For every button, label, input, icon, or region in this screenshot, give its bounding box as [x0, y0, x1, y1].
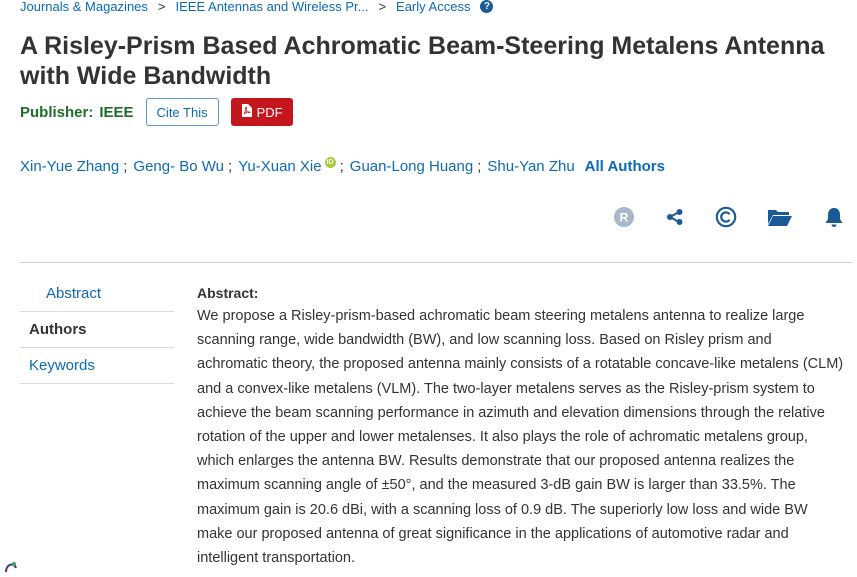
cite-this-button[interactable]: Cite This — [146, 98, 219, 126]
copyright-icon[interactable] — [715, 204, 737, 230]
author-link[interactable]: Yu-Xuan Xie — [238, 157, 322, 175]
orcid-icon[interactable]: iD — [326, 158, 334, 166]
breadcrumb-separator: > — [378, 0, 387, 14]
author-link[interactable]: Geng- Bo Wu — [133, 157, 225, 175]
section-divider — [20, 262, 852, 263]
rights-icon[interactable] — [613, 204, 635, 230]
breadcrumb — [20, 0, 493, 16]
article-actions — [610, 204, 850, 230]
question-circle-icon[interactable]: ? — [480, 0, 493, 13]
article-sections-nav — [20, 276, 174, 384]
pdf-file-icon — [241, 104, 252, 120]
author-link[interactable]: Guan-Long Huang — [349, 157, 474, 175]
corner-widget-icon[interactable] — [0, 556, 30, 572]
breadcrumb-journal[interactable]: IEEE Antennas and Wireless Pr... — [175, 0, 369, 14]
abstract-text: We propose a Risley-prism-based achromatic beam steering metalens antenna to realize large scanning range, wide bandwidth (BW), and low scanning loss. Based on Risley prism and achromatic theory, the proposed antenna mainly consists of a rotatable concave-like metalens (CLM) and a convex-like metalens (VLM). The two-layer metalens serves as the Risley-prism system to achieve the beam scanning performance in azimuth and elevation dimensions through the relative rotation of the upper and lower metalenses. It also plays the role of achromatic metalens group, which enlarges the antenna BW. Results demonstrate that our proposed antenna realizes the maximum scanning angle of ±50°, and the measured 3-dB gain BW is larger than 33.5%. The maximum gain is 20.6 dBi, with a scanning loss of 0.9 dB. The superiorly low loss and wide BW make our proposed antenna of great significance in the applications of automotive radar and intelligent transportation. — [197, 308, 844, 567]
publisher-label: Publisher: — [20, 103, 94, 121]
author-link[interactable]: Shu-Yan Zhu — [487, 157, 575, 175]
breadcrumb-separator: > — [157, 0, 166, 14]
folder-icon[interactable] — [767, 204, 793, 230]
share-icon[interactable] — [665, 204, 685, 230]
pdf-button[interactable] — [231, 98, 293, 126]
pdf-button-label: PDF — [256, 104, 283, 120]
author-separator: ; — [228, 157, 233, 175]
author-separator: ; — [339, 157, 344, 175]
author-link[interactable]: Xin-Yue Zhang — [20, 157, 120, 175]
authors-list — [20, 156, 665, 176]
abstract-heading: Abstract: — [197, 285, 259, 301]
page-title: A Risley-Prism Based Achromatic Beam-Steering Metalens Antenna with Wide Bandwidth — [20, 32, 825, 90]
breadcrumb-early-access[interactable]: Early Access — [396, 0, 471, 14]
nav-item-keywords[interactable]: Keywords — [20, 348, 174, 384]
publisher-row — [20, 98, 293, 126]
nav-item-abstract[interactable]: Abstract — [20, 276, 174, 312]
nav-item-authors[interactable]: Authors — [20, 312, 174, 348]
author-separator: ; — [123, 157, 128, 175]
breadcrumb-journals-magazines[interactable]: Journals & Magazines — [20, 0, 148, 14]
rights-glyph: R — [619, 210, 629, 225]
publisher-name: IEEE — [99, 103, 134, 121]
author-separator: ; — [477, 157, 482, 175]
abstract-section — [197, 284, 845, 570]
all-authors-link[interactable]: All Authors — [584, 157, 665, 175]
bell-icon[interactable] — [823, 204, 845, 230]
